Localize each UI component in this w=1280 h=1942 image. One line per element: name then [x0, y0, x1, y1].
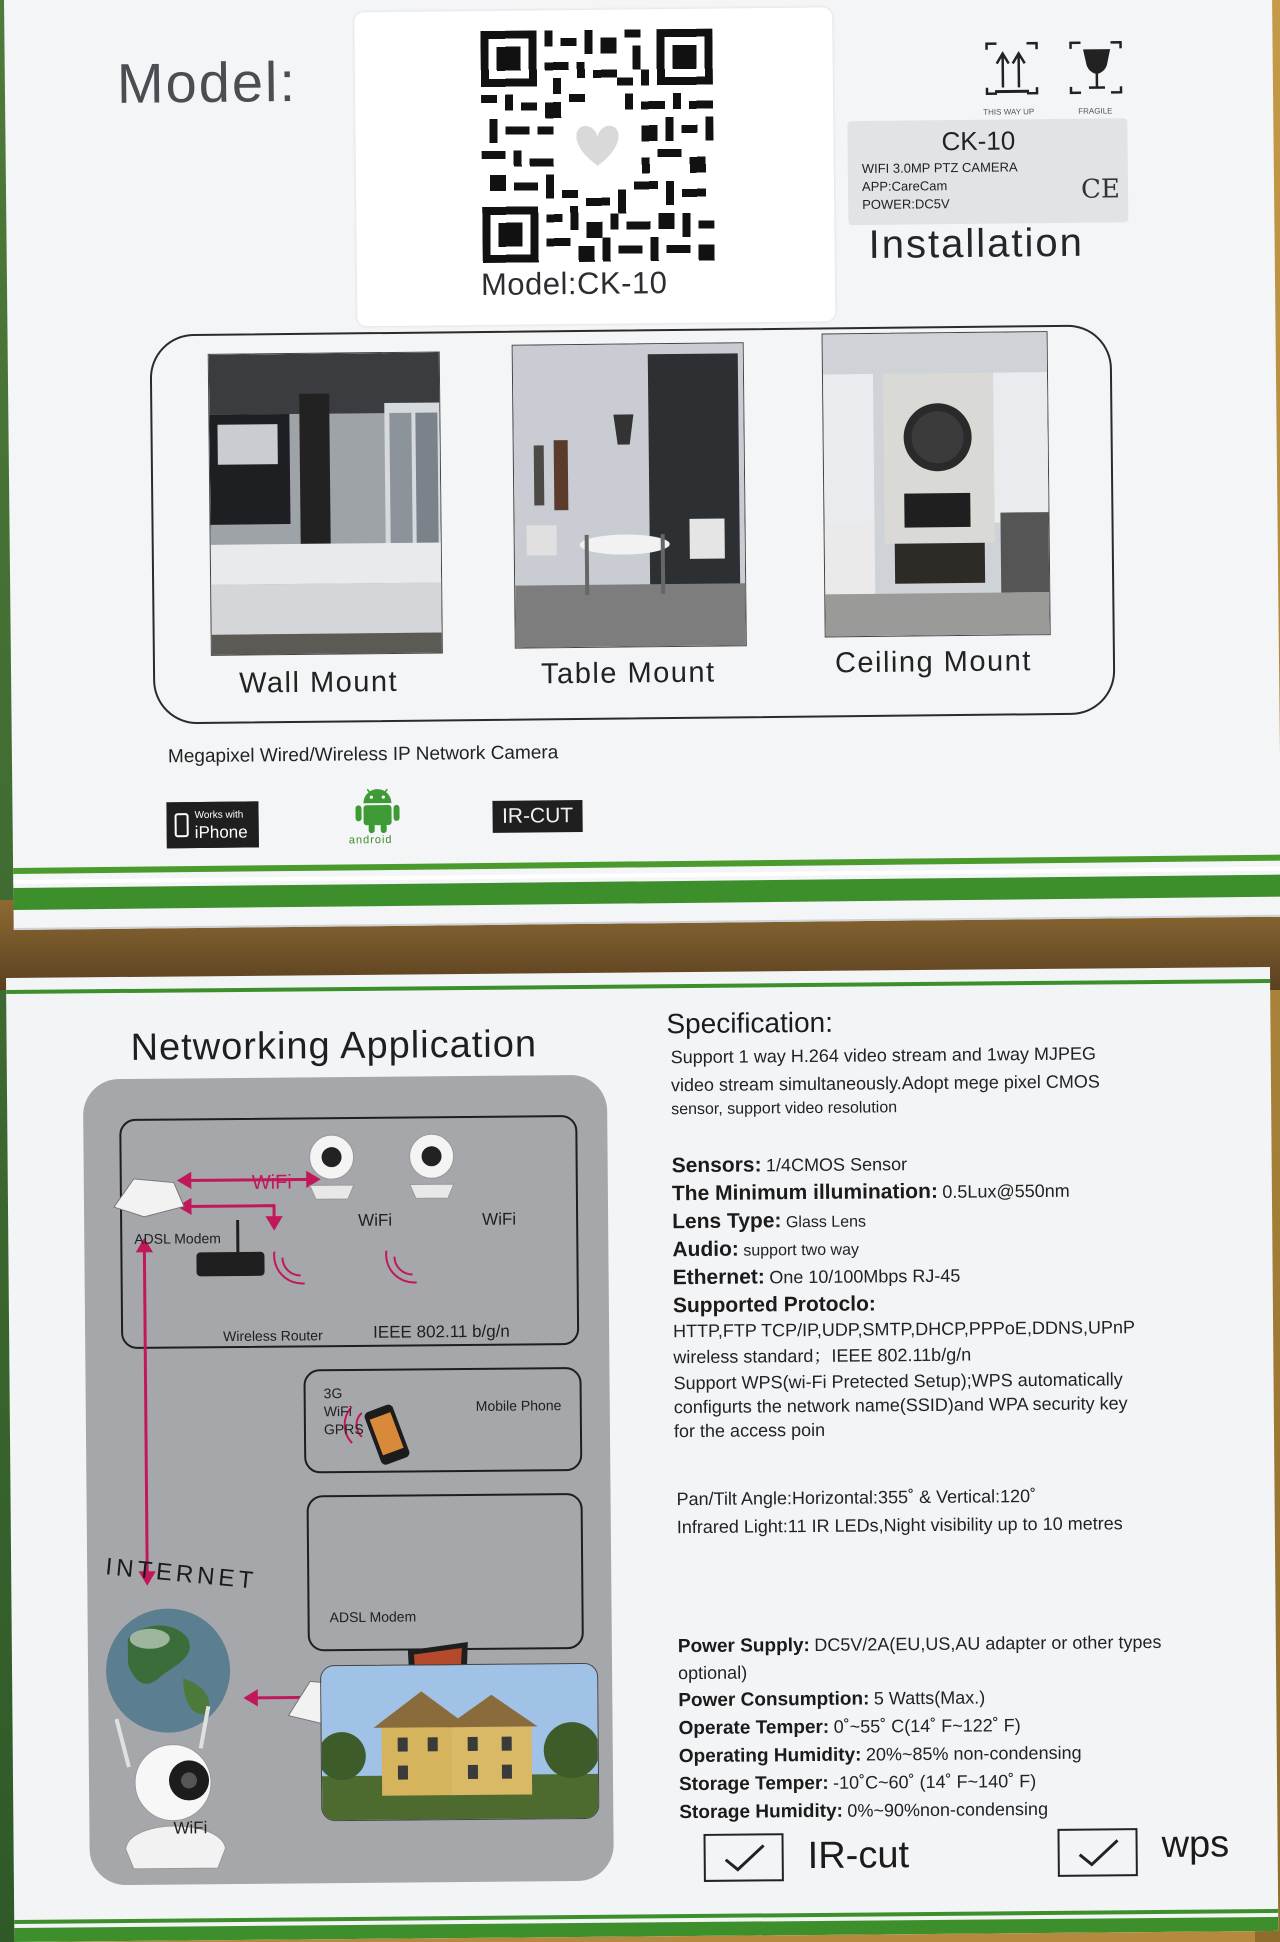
proto-line-3: Support WPS(wi-Fi Pretected Setup);WPS automatically	[673, 1369, 1123, 1394]
consumption-value: 5 Watts(Max.)	[873, 1687, 986, 1709]
power-value: DC5V/2A(EU,US,AU adapter or other types	[814, 1631, 1162, 1655]
eth-value: One 10/100Mbps RJ-45	[769, 1265, 961, 1288]
fragile-text: FRAGILE	[1078, 106, 1113, 116]
spec-audio	[672, 1237, 859, 1263]
consumption-label: Power Consumption:	[678, 1688, 870, 1712]
spec-operate-humidity	[679, 1743, 1082, 1769]
camera-icon-2	[409, 1134, 454, 1198]
mount-label-wall: Wall Mount	[239, 665, 399, 700]
spec-intro-2: video stream simultaneously.Adopt mege pixel CMOS	[670, 1071, 1100, 1096]
sensors-label: Sensors:	[671, 1153, 762, 1178]
spec-storage-humidity	[679, 1799, 1048, 1824]
adsl-modem-icon	[114, 1178, 184, 1217]
fragile-icon	[1071, 42, 1122, 93]
wps-feature: wps	[1161, 1823, 1230, 1866]
sticker-line-2: APP:CareCam	[861, 178, 948, 195]
spec-power	[678, 1632, 1162, 1658]
internet-label: INTERNET	[104, 1553, 259, 1595]
eth-label: Ethernet:	[672, 1265, 765, 1290]
networking-title: Networking Application	[130, 1023, 538, 1069]
ir-cut-feature: IR-cut	[807, 1834, 910, 1878]
sttemp-label: Storage Temper:	[678, 1772, 829, 1796]
dining-room-photo	[512, 342, 747, 648]
lens-label: Lens Type:	[672, 1209, 782, 1234]
installation-title: Installation	[868, 220, 1085, 267]
product-tagline: Megapixel Wired/Wireless IP Network Camera	[167, 742, 559, 768]
camera-2-label: WiFi	[482, 1209, 517, 1229]
spec-sensors	[672, 1152, 908, 1178]
spec-operate-temp	[678, 1715, 1020, 1740]
ce-mark: CE	[1080, 174, 1121, 205]
sttemp-value: -10˚C~60˚ (14˚ F~140˚ F)	[832, 1771, 1037, 1793]
illum-value: 0.5Lux@550nm	[942, 1180, 1070, 1202]
camera-icon-1	[309, 1135, 354, 1199]
power-label: Power Supply:	[677, 1635, 810, 1658]
ir-cut-checkbox	[703, 1833, 783, 1882]
camera-1-label: WiFi	[358, 1210, 393, 1230]
wireless-router-label: Wireless Router	[223, 1327, 323, 1345]
power-value-2: optional)	[678, 1662, 748, 1684]
bottom-box-face	[6, 967, 1278, 1942]
illum-label: The Minimum illumination:	[671, 1179, 938, 1206]
audio-label: Audio:	[672, 1237, 739, 1262]
pan-tilt-line: Pan/Tilt Angle:Horizontal:355˚ & Vertical:120˚	[676, 1486, 1037, 1510]
spec-lens	[672, 1209, 866, 1235]
proto-line-1: HTTP,FTP TCP/IP,UDP,SMTP,DHCP,PPPoE,DDNS,UPnP	[673, 1317, 1136, 1342]
android-icon	[352, 786, 402, 835]
phone-icon	[175, 813, 189, 837]
mobile-phone-icon	[363, 1403, 411, 1466]
sticker-model: CK-10	[941, 125, 1016, 157]
qr-caption: Model:CK-10	[480, 265, 668, 303]
mobile-net-wifi: WiFi	[323, 1402, 352, 1420]
proto-label: Supported Protoclo:	[672, 1292, 876, 1318]
camera-3-label: WiFi	[173, 1818, 208, 1838]
mobile-net-3g: 3G	[323, 1385, 343, 1402]
qr-code	[480, 29, 714, 263]
checkmark-icon	[1059, 1830, 1135, 1875]
ophum-label: Operating Humidity:	[678, 1744, 862, 1768]
proto-line-2: wireless standard；IEEE 802.11b/g/n	[673, 1344, 972, 1368]
spec-consumption	[678, 1687, 985, 1712]
wifi-link-label: WiFi	[251, 1171, 292, 1194]
iphone-badge-big: iPhone	[194, 822, 248, 843]
sensors-value: 1/4CMOS Sensor	[765, 1154, 908, 1176]
adsl-modem-2-label: ADSL Modem	[329, 1608, 417, 1626]
green-stripe-top	[6, 979, 1270, 994]
this-way-up-text: THIS WAY UP	[983, 107, 1035, 117]
mobile-phone-label: Mobile Phone	[475, 1397, 562, 1414]
checkmark-icon	[706, 1835, 782, 1880]
handling-icons	[984, 40, 1125, 115]
spec-storage-temp	[679, 1771, 1036, 1796]
living-room-photo	[822, 331, 1051, 637]
proto-line-5: for the access poin	[673, 1419, 826, 1442]
proto-line-4: configurts the network name(SSID)and WPA security key	[673, 1393, 1128, 1418]
spec-intro-3: sensor, support video resolution	[671, 1099, 898, 1119]
spec-intro-1: Support 1 way H.264 video stream and 1way MJPEG	[670, 1043, 1097, 1068]
audio-value: support two way	[743, 1241, 860, 1260]
model-label: Model:	[116, 49, 298, 115]
wifi-standard-label: IEEE 802.11 b/g/n	[373, 1321, 510, 1342]
ophum-value: 20%~85% non-condensing	[865, 1742, 1082, 1765]
wireless-router-icon	[196, 1220, 264, 1277]
lens-value: Glass Lens	[785, 1213, 867, 1232]
wps-checkbox	[1057, 1828, 1137, 1877]
mobile-net-gprs: GPRS	[323, 1420, 364, 1438]
infrared-line: Infrared Light:11 IR LEDs,Night visibility up to 10 metres	[676, 1513, 1123, 1538]
spec-ethernet	[673, 1264, 961, 1291]
mount-label-table: Table Mount	[540, 656, 716, 691]
sthum-label: Storage Humidity:	[679, 1800, 844, 1824]
mount-label-ceiling: Ceiling Mount	[834, 645, 1032, 680]
adsl-modem-label: ADSL Modem	[134, 1230, 221, 1247]
optemp-value: 0˚~55˚ C(14˚ F~122˚ F)	[833, 1715, 1021, 1737]
this-way-up-icon	[987, 43, 1038, 94]
sticker-line-1: WIFI 3.0MP PTZ CAMERA	[861, 159, 1018, 177]
ir-cut-badge: IR-CUT	[492, 800, 582, 833]
kitchen-photo	[208, 351, 443, 655]
house-photo-image	[320, 1663, 599, 1821]
globe-icon	[106, 1608, 231, 1733]
sticker-line-3: POWER:DC5V	[862, 196, 950, 213]
top-box-face	[4, 0, 1280, 930]
sthum-value: 0%~90%non-condensing	[847, 1798, 1049, 1821]
iphone-badge-small: Works with	[194, 809, 244, 822]
android-text: android	[348, 833, 393, 847]
spec-illumination	[672, 1179, 1070, 1206]
works-with-iphone-badge	[166, 801, 258, 848]
spec-title: Specification:	[666, 1006, 834, 1040]
optemp-label: Operate Temper:	[678, 1716, 830, 1740]
